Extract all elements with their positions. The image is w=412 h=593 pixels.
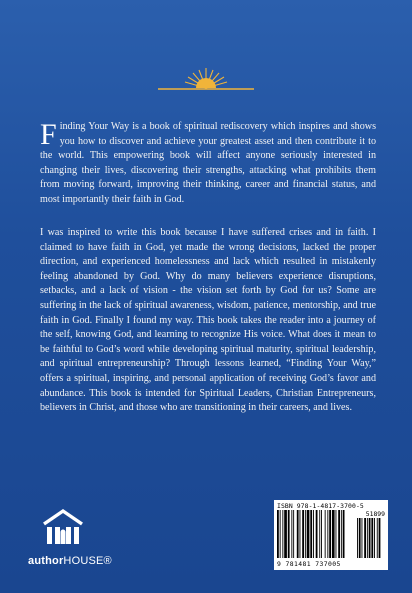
publisher-name: authorHOUSE® [28, 555, 112, 567]
description-paragraph-1 [40, 120, 376, 208]
barcode-image [277, 510, 385, 560]
house-logo-icon [40, 508, 86, 548]
description-paragraph-2: I was inspired to write this book because I have suffered crises and in faith. I claimed to have faith in God, yet made the wrong decisions, lacked the proper direction, and experienced homelessness and lack which resulted in mistakenly feeling abandoned by God. Why do many believers experience disruptions, setbacks, and a lack of vision - the vision set forth by God for us? Some are suffering in the lack of spiritual awareness, wisdom, patience, mentorship, and true faith in God. Finally I found my way. This book takes the reader into a journey of the self, knowing God, and learning to recognize His voice. What does it mean to be faithful to God’s word while developing spiritual maturity, spiritual leadership, and spiritual entrepreneurship? Through lessons learned, “Finding Your Way,” offers a spiritual, inspiring, and personal application of receiving God’s favor and abundance. This book is intended for Spiritual Leaders, Christian Entrepreneurs, believers in Christ, and those who are transitioning in their careers, and lives. [40, 227, 376, 414]
isbn-label: ISBN 978-1-4817-3700-5 [277, 502, 364, 510]
barcode-digits: 9 781481 737005 [277, 560, 341, 568]
barcode-addon-code: 51899 [365, 510, 385, 518]
drop-cap: F [40, 118, 57, 151]
rising-sun-icon [156, 62, 256, 102]
barcode-box [274, 500, 388, 570]
paragraph-1-text: inding Your Way is a book of spiritual rediscovery which inspires and shows you how to discover and achieve your greatest asset and then contribute it to the world. This empowering book will affect anyone seriously interested in changing their lives, discovering their strengths, attacking what prohibits them from moving forward, improving their thinking, career and financial status, and most importantly their faith in God. [40, 121, 376, 205]
